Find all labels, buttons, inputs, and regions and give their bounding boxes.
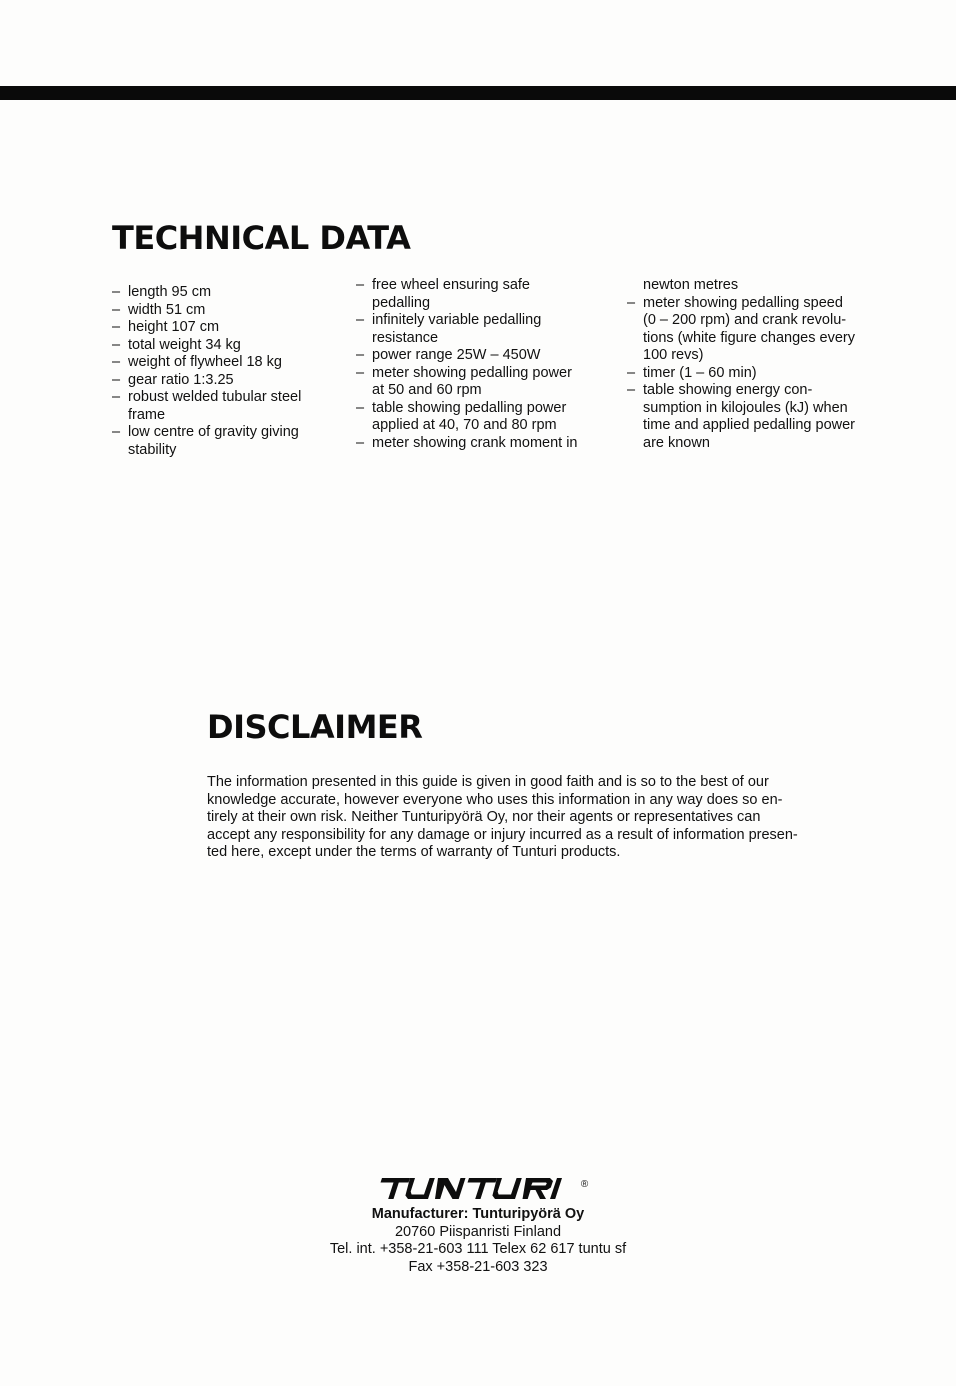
spec-item: – low centre of gravity giving (112, 424, 332, 442)
spec-item: – meter showing crank moment in (356, 435, 596, 453)
spec-item: – meter showing pedalling power (356, 365, 596, 383)
manufacturer-phone: Tel. int. +358-21-603 111 Telex 62 617 tuntu sf (329, 1241, 627, 1257)
disclaimer-line: tirely at their own risk. Neither Tunturipyörä Oy, nor their agents or representatives can (207, 809, 761, 825)
manufacturer-footer (278, 1178, 678, 1276)
spec-item: – length 95 cm (112, 284, 332, 302)
spec-item: time and applied pedalling power (643, 417, 856, 433)
disclaimer-heading: DISCLAIMER (207, 708, 423, 746)
spec-item: at 50 and 60 rpm (372, 382, 482, 398)
spec-column-1 (112, 284, 332, 459)
spec-column-3 (627, 277, 867, 452)
disclaimer-line: accept any responsibility for any damage or injury incurred as a result of information presen- (207, 826, 798, 843)
spec-item: are known (643, 434, 710, 451)
spec-item: (0 – 200 rpm) and crank revolu- (643, 312, 847, 328)
spec-item: – table showing energy con- (627, 382, 867, 400)
spec-item: resistance (372, 329, 439, 346)
spec-item: newton metres (643, 277, 739, 293)
spec-item: – weight of flywheel 18 kg (112, 354, 332, 372)
spec-item: – meter showing pedalling speed (627, 295, 867, 313)
disclaimer-line: knowledge accurate, however everyone who uses this information in any way does so en- (207, 791, 783, 808)
top-black-rule (0, 86, 956, 100)
spec-item: – timer (1 – 60 min) (627, 365, 867, 383)
technical-data-heading: TECHNICAL DATA (112, 219, 411, 257)
spec-item: pedalling (372, 294, 431, 311)
disclaimer-text (207, 774, 827, 862)
tunturi-logo (290, 1178, 678, 1200)
manufacturer-fax: Fax +358-21-603 323 (408, 1258, 548, 1275)
spec-item: sumption in kilojoules (kJ) when (643, 399, 848, 416)
spec-column-2 (356, 277, 596, 452)
spec-item: – power range 25W – 450W (356, 347, 596, 365)
disclaimer-line: ted here, except under the terms of warranty of Tunturi products. (207, 844, 621, 860)
spec-item: – table showing pedalling power (356, 400, 596, 418)
spec-item: frame (128, 406, 166, 423)
disclaimer-line: The information presented in this guide is given in good faith and is so to the best of our (207, 774, 769, 790)
spec-item: – total weight 34 kg (112, 337, 332, 355)
spec-item: – width 51 cm (112, 302, 332, 320)
spec-item: stability (128, 441, 177, 458)
spec-item: – gear ratio 1:3.25 (112, 372, 332, 390)
registered-mark: ® (580, 1179, 589, 1190)
manufacturer-name: Manufacturer: Tunturipyörä Oy (371, 1206, 585, 1222)
tunturi-wordmark (380, 1178, 580, 1200)
spec-item: – height 107 cm (112, 319, 332, 337)
spec-item: – robust welded tubular steel (112, 389, 332, 407)
spec-item: – infinitely variable pedalling (356, 312, 596, 330)
spec-item: – free wheel ensuring safe (356, 277, 596, 295)
spec-item: applied at 40, 70 and 80 rpm (372, 417, 557, 433)
manufacturer-address: 20760 Piispanristi Finland (394, 1223, 562, 1240)
spec-item: 100 revs) (643, 347, 704, 363)
spec-item: tions (white figure changes every (643, 329, 855, 346)
